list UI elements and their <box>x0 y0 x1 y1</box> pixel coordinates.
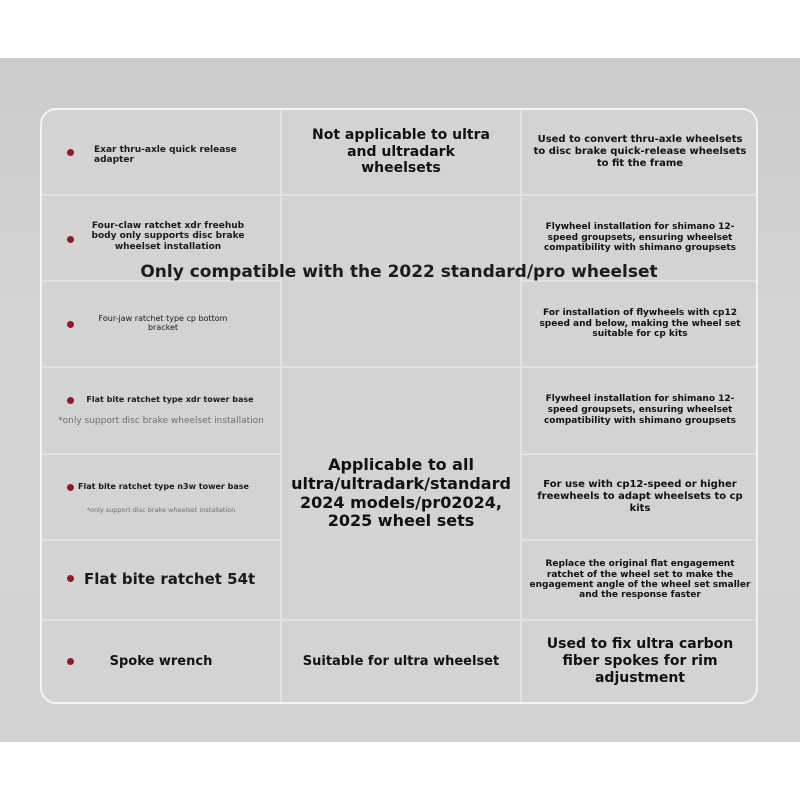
description-text: Replace the original flat engagement ratchet of the wheel set to make the engagement angle of the wheel set smaller and the response faster <box>529 559 751 601</box>
product-name: Four-jaw ratchet type cp bottom bracket <box>98 314 228 332</box>
product-name: Four-claw ratchet xdr freehub body only supports disc brake wheelset installation <box>91 221 245 252</box>
compatibility-text-2024: Applicable to all ultra/ultradark/standard 2024 models/pr02024, 2025 wheel sets <box>291 454 511 531</box>
product-name: Flat bite ratchet type n3w tower base <box>78 482 249 491</box>
compatibility-table <box>40 108 758 704</box>
bullet-icon <box>67 484 74 491</box>
description-text: Used to fix ultra carbon fiber spokes for rim adjustment <box>546 636 734 686</box>
product-name: Exar thru-axle quick release adapter <box>94 145 237 165</box>
row-divider <box>42 539 280 541</box>
installation-note: *only support disc brake wheelset installation <box>58 416 264 426</box>
description-text: For use with cp12-speed or higher freewheels to adapt wheelsets to cp kits <box>537 479 743 514</box>
row-divider <box>282 194 520 196</box>
bullet-icon <box>67 236 74 243</box>
row-divider <box>42 453 280 455</box>
installation-note: *only support disc brake wheelset installation <box>86 506 236 514</box>
description-text: Flywheel installation for shimano 12-speed groupsets, ensuring wheelset compatibility with shimano groupsets <box>543 221 737 254</box>
product-name: Spoke wrench <box>109 653 213 669</box>
compatibility-text: Not applicable to ultra and ultradark wheelsets <box>312 126 490 177</box>
product-name: Flat bite ratchet 54t <box>84 570 256 588</box>
row-divider <box>42 194 280 196</box>
bullet-icon <box>67 575 74 582</box>
bullet-icon <box>67 397 74 404</box>
bullet-icon <box>67 149 74 156</box>
bullet-icon <box>67 321 74 328</box>
description-text: Used to convert thru-axle wheelsets to disc brake quick-release wheelsets to fit the frame <box>533 134 747 169</box>
description-text: For installation of flywheels with cp12 speed and below, making the wheel set suitable for cp kits <box>539 307 741 340</box>
row-divider <box>42 366 280 368</box>
product-name: Flat bite ratchet type xdr tower base <box>86 395 254 404</box>
compatibility-text: Suitable for ultra wheelset <box>302 653 500 669</box>
description-text: Flywheel installation for shimano 12-speed groupsets, ensuring wheelset compatibility with shimano groupsets <box>543 394 737 426</box>
compatibility-banner-2022: Only compatible with the 2022 standard/pro wheelset <box>140 262 658 282</box>
